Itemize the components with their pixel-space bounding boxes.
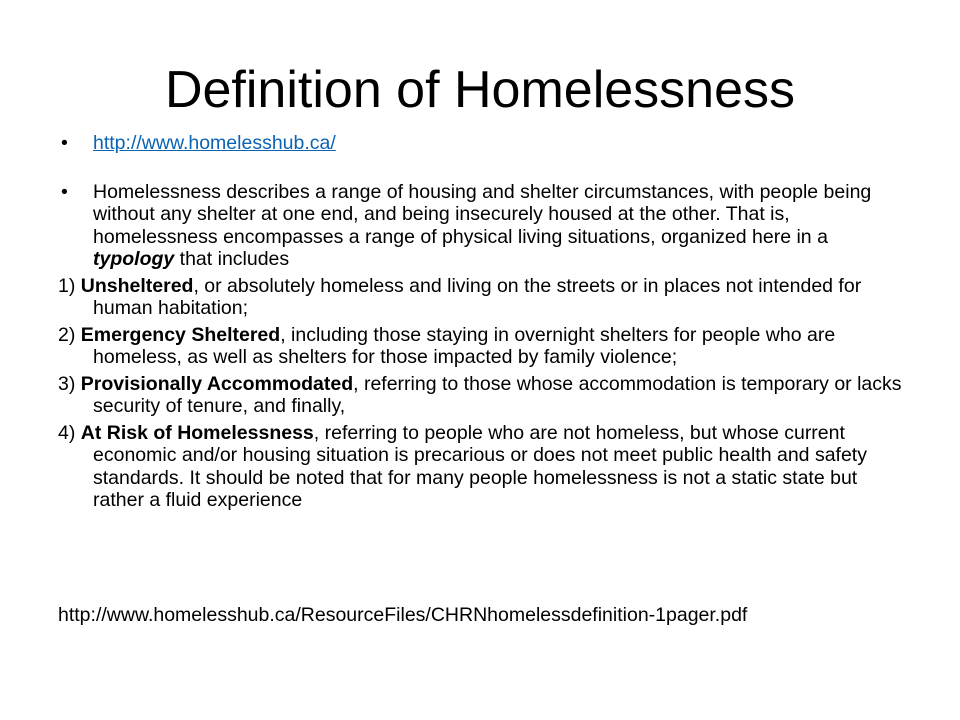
intro-text-end: that includes — [174, 248, 290, 270]
slide-body — [58, 132, 903, 512]
intro-text: Homelessness describes a range of housing and shelter circumstances, with people being without any shelter at one end, and being insecurely housed at the other. That is, homelessness encompasses a range of physical living situations, organized here in a — [93, 180, 872, 248]
item-term: At Risk of Homelessness — [80, 421, 314, 444]
source-link: http://www.homelesshub.ca/ResourceFiles/CHRNhomelessdefinition-1pager.pdf — [58, 604, 748, 626]
item-text: , referring to those whose accommodation is temporary or lacks security of tenure, and finally, — [93, 372, 902, 417]
bullet-icon: • — [61, 180, 68, 203]
bullet-link-item — [58, 132, 903, 155]
bullet-intro-item — [58, 181, 903, 271]
homelesshub-link[interactable]: http://www.homelesshub.ca/ — [93, 132, 336, 154]
typology-item-provisionally-accommodated — [58, 373, 903, 418]
typology-emphasis: typology — [93, 248, 175, 270]
spacer — [58, 155, 903, 181]
bullet-icon: • — [61, 132, 68, 154]
typology-item-unsheltered — [58, 275, 903, 320]
typology-item-emergency-sheltered — [58, 324, 903, 369]
item-text: , including those staying in overnight shelters for people who are homeless, as well as shelters for those impacted by family violence; — [93, 323, 836, 368]
item-number: 4) — [58, 421, 76, 444]
typology-item-at-risk — [58, 422, 903, 512]
item-number: 1) — [58, 274, 76, 297]
item-text: , or absolutely homeless and living on the streets or in places not intended for human habitation; — [93, 274, 862, 319]
item-text: , referring to people who are not homeless, but whose current economic and/or housing situation is precarious or does not meet public health and safety standards. It should be noted that for many people homelessness is not a static state but rather a fluid experience — [93, 421, 867, 511]
item-term: Provisionally Accommodated — [80, 372, 354, 395]
item-term: Unsheltered — [80, 274, 194, 297]
item-number: 3) — [58, 372, 76, 395]
item-number: 2) — [58, 323, 76, 346]
slide-title: Definition of Homelessness — [164, 61, 796, 119]
item-term: Emergency Sheltered — [80, 323, 281, 346]
